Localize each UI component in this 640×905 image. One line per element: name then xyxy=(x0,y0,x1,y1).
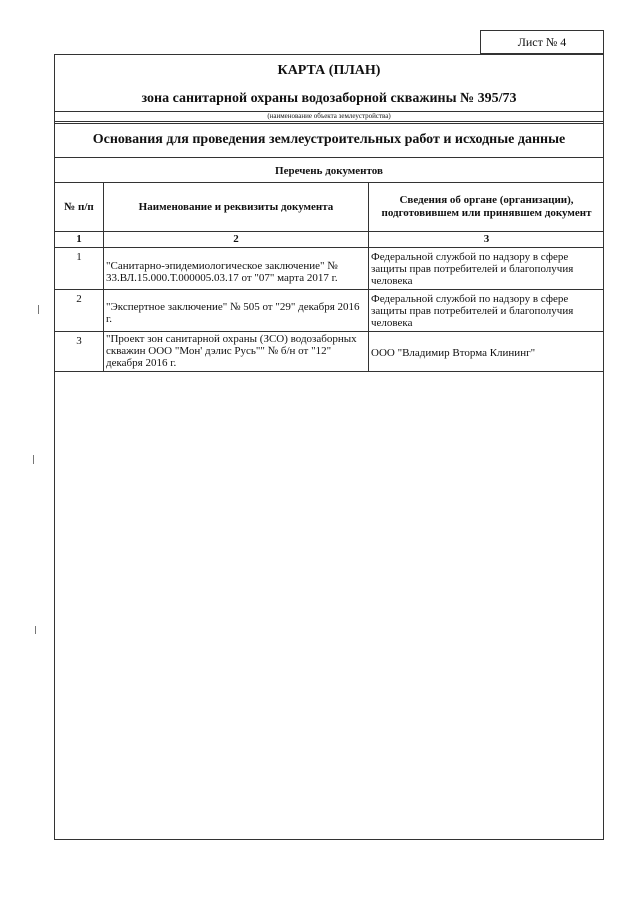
column-number: 3 xyxy=(483,233,490,245)
documents-list-title: Перечень документов xyxy=(275,165,383,177)
scan-mark xyxy=(38,305,39,314)
table-row-document: "Экспертное заключение" № 505 от "29" декабря 2016 г. xyxy=(106,301,360,325)
scan-mark xyxy=(35,626,36,634)
table-row-number: 1 xyxy=(76,251,82,263)
scan-mark xyxy=(33,455,34,464)
divider xyxy=(55,371,603,372)
header-organization: Сведения об органе (организации), подготовившем или принявшем документ xyxy=(381,194,592,219)
sheet-number: Лист № 4 xyxy=(517,35,567,49)
table-row-number: 3 xyxy=(76,335,82,347)
table-row-document: "Проект зон санитарной охраны (ЗСО) водозаборных скважин ООО "Мон' дэлис Русь"" № б/н от "12" декабря 2016 г. xyxy=(106,333,357,369)
table-row-document: "Санитарно-эпидемиологическое заключение" № 33.ВЛ.15.000.Т.000005.03.17 от "07" марта 2017 г. xyxy=(106,260,338,284)
map-title: КАРТА (ПЛАН) xyxy=(277,63,381,78)
object-note: (наименование объекта землеустройства) xyxy=(267,112,391,120)
table-column-line xyxy=(368,182,369,371)
divider xyxy=(55,289,603,290)
divider xyxy=(55,231,603,232)
table-row-organization: ООО "Владимир Вторма Клининг" xyxy=(371,347,536,359)
header-num: № п/п xyxy=(64,200,94,213)
divider xyxy=(55,123,603,124)
table-row-organization: Федеральной службой по надзору в сфере защиты прав потребителей и благополучия человека xyxy=(371,293,574,329)
divider xyxy=(55,157,603,158)
divider xyxy=(55,331,603,332)
table-column-line xyxy=(103,182,104,371)
divider xyxy=(55,121,603,122)
column-number: 1 xyxy=(76,233,82,245)
table-row-organization: Федеральной службой по надзору в сфере защиты прав потребителей и благополучия человека xyxy=(371,251,574,287)
header-document: Наименование и реквизиты документа xyxy=(138,200,334,213)
column-number: 2 xyxy=(233,233,239,245)
sheet-number-box xyxy=(480,30,604,54)
document-frame xyxy=(54,54,604,840)
divider xyxy=(55,247,603,248)
table-row-number: 2 xyxy=(76,293,82,305)
map-subtitle: зона санитарной охраны водозаборной скважины № 395/73 xyxy=(141,91,517,106)
section-title: Основания для проведения землеустроительных работ и исходные данные xyxy=(92,132,566,147)
